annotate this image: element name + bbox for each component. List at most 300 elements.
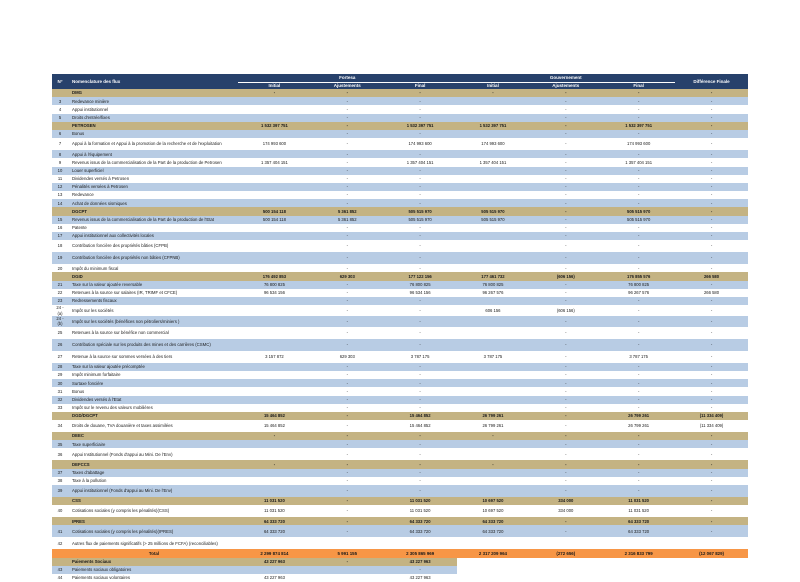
- row-value-0: [238, 537, 311, 549]
- row-value-1: -: [311, 158, 384, 166]
- table-row: [52, 150, 748, 158]
- row-value-6: -: [675, 387, 748, 395]
- row-value-6: -: [675, 371, 748, 379]
- row-value-6: -: [675, 105, 748, 113]
- row-value-2: -: [384, 105, 457, 113]
- row-value-0: 11 031 520: [238, 505, 311, 517]
- row-value-0: [238, 379, 311, 387]
- row-value-2: -: [384, 224, 457, 232]
- row-value-0: [238, 297, 311, 305]
- row-value-5: -: [602, 150, 675, 158]
- row-value-1: -: [311, 114, 384, 122]
- row-value-1: -: [311, 89, 384, 97]
- row-value-4: -: [529, 485, 602, 497]
- reconciliation-table: [52, 74, 748, 582]
- row-value-5: 505 515 970: [602, 216, 675, 224]
- row-value-6: -: [675, 404, 748, 412]
- row-label: Louer superficiel: [68, 167, 238, 175]
- row-number: 44: [52, 574, 68, 582]
- total-label: Total: [68, 549, 238, 557]
- row-label: Taxes d'abattage: [68, 469, 238, 477]
- row-value-0: 15 464 852: [238, 412, 311, 420]
- row-label: CSS: [68, 497, 238, 505]
- row-label: Droits d'entrée/fixes: [68, 114, 238, 122]
- total-value-6: (12 067 829): [675, 549, 748, 557]
- row-value-4: -: [529, 396, 602, 404]
- row-value-2: -: [384, 432, 457, 440]
- row-value-1: -: [311, 339, 384, 351]
- table-row: [52, 477, 748, 485]
- row-value-6: -: [675, 207, 748, 215]
- row-label: DEEC: [68, 432, 238, 440]
- row-value-3: 1 532 397 751: [457, 122, 530, 130]
- row-number: 32: [52, 396, 68, 404]
- row-value-3: [457, 440, 530, 448]
- row-label: Revenus issus de la commercialisation de la Part de la production de l'Etat: [68, 216, 238, 224]
- total-value-4: (272 656): [529, 549, 602, 557]
- row-value-2: -: [384, 440, 457, 448]
- row-value-1: -: [311, 517, 384, 525]
- row-value-2: 174 993 600: [384, 138, 457, 150]
- row-label: Dividendes versés à l'Etat: [68, 396, 238, 404]
- row-value-4: -: [529, 167, 602, 175]
- row-value-4: -: [529, 363, 602, 371]
- row-value-5: -: [602, 105, 675, 113]
- row-value-0: [238, 150, 311, 158]
- table-row: [52, 379, 748, 387]
- row-value-0: [238, 232, 311, 240]
- row-label: Impôt du minimum fiscal: [68, 264, 238, 272]
- row-value-0: 43 227 963: [238, 574, 311, 582]
- row-label: DGD/DGCPT: [68, 412, 238, 420]
- row-value-2: -: [384, 404, 457, 412]
- row-value-0: [238, 477, 311, 485]
- row-value-3: 26 799 261: [457, 420, 530, 432]
- row-value-4: -: [529, 517, 602, 525]
- row-value-0: [238, 305, 311, 316]
- table-row: [52, 440, 748, 448]
- row-label: Bonus: [68, 387, 238, 395]
- row-label: Paiements Sociaux: [68, 558, 238, 566]
- table-row: [52, 363, 748, 371]
- row-value-4: -: [529, 97, 602, 105]
- row-value-1: -: [311, 105, 384, 113]
- row-number: 15: [52, 216, 68, 224]
- row-value-3: 1 357 404 151: [457, 158, 530, 166]
- row-value-2: -: [384, 167, 457, 175]
- row-value-5: 11 031 520: [602, 497, 675, 505]
- row-number: 17: [52, 232, 68, 240]
- row-number: 40: [52, 505, 68, 517]
- row-value-2: -: [384, 199, 457, 207]
- row-number: 38: [52, 477, 68, 485]
- row-value-0: -: [238, 89, 311, 97]
- row-value-1: -: [311, 432, 384, 440]
- row-label: Impôt sur le revenu des valeurs mobilières: [68, 404, 238, 412]
- row-label: Autres flux de paiements significatifs (> 25 millions de FCFA) (reconciliables): [68, 537, 238, 549]
- total-value-0: 2 299 874 814: [238, 549, 311, 557]
- row-label: Contribution foncière des propriétés non bâties (CFPNB): [68, 252, 238, 264]
- table-row: [52, 327, 748, 339]
- table-row: [52, 97, 748, 105]
- row-value-5: 11 031 520: [602, 505, 675, 517]
- row-value-5: -: [602, 175, 675, 183]
- row-value-2: 1 532 397 751: [384, 122, 457, 130]
- row-value-2: -: [384, 339, 457, 351]
- row-value-3: [457, 485, 530, 497]
- row-value-4: (606 156): [529, 272, 602, 280]
- row-value-4: -: [529, 158, 602, 166]
- row-value-1: -: [311, 448, 384, 460]
- row-value-2: -: [384, 477, 457, 485]
- row-label: Appui institutionnel: [68, 105, 238, 113]
- row-value-2: -: [384, 150, 457, 158]
- row-value-4: -: [529, 150, 602, 158]
- table-row: [52, 232, 748, 240]
- row-value-6: -: [675, 525, 748, 537]
- row-value-0: 76 800 825: [238, 281, 311, 289]
- row-number: 7: [52, 138, 68, 150]
- row-label: Paiements sociaux obligatoires: [68, 566, 238, 574]
- row-value-2: [384, 537, 457, 549]
- row-value-6: -: [675, 379, 748, 387]
- row-value-1: 5 361 852: [311, 216, 384, 224]
- header-group-company: Fortesa: [238, 74, 457, 82]
- row-value-0: [238, 130, 311, 138]
- header-difference: Différence Finale: [675, 74, 748, 89]
- row-value-0: [238, 240, 311, 252]
- row-value-5: 3 787 175: [602, 351, 675, 363]
- header-government-adjustments: Ajustements: [529, 82, 602, 89]
- row-value-6: -: [675, 477, 748, 485]
- row-value-0: 1 357 404 151: [238, 158, 311, 166]
- row-value-4: -: [529, 175, 602, 183]
- table-row: [52, 420, 748, 432]
- row-value-2: 505 515 970: [384, 207, 457, 215]
- row-value-4: -: [529, 371, 602, 379]
- row-value-6: (11 334 409): [675, 412, 748, 420]
- row-value-5: -: [602, 432, 675, 440]
- row-value-5: 26 799 261: [602, 412, 675, 420]
- row-label: Droits de douane, TVA douanière et taxes assimilées: [68, 420, 238, 432]
- row-value-4: [529, 566, 602, 574]
- row-number: [52, 517, 68, 525]
- table-row: [52, 289, 748, 297]
- row-value-3: [457, 97, 530, 105]
- row-value-3: [457, 191, 530, 199]
- row-label: DEFCCS: [68, 460, 238, 468]
- row-value-4: -: [529, 412, 602, 420]
- row-value-1: -: [311, 371, 384, 379]
- row-value-6: -: [675, 469, 748, 477]
- row-label: DMG: [68, 89, 238, 97]
- row-value-4: -: [529, 387, 602, 395]
- row-value-5: -: [602, 240, 675, 252]
- row-value-4: -: [529, 191, 602, 199]
- table-body: [52, 89, 748, 582]
- row-value-6: 266 580: [675, 272, 748, 280]
- row-label: Revenus issus de la commercialisation de la Part de la production de Petrosen: [68, 158, 238, 166]
- row-value-2: -: [384, 566, 457, 574]
- document-meta: [0, 52, 800, 74]
- row-value-4: -: [529, 130, 602, 138]
- row-value-5: -: [602, 191, 675, 199]
- row-value-5: -: [602, 183, 675, 191]
- row-number: 33: [52, 404, 68, 412]
- row-value-1: -: [311, 224, 384, 232]
- row-value-1: [311, 574, 384, 582]
- row-value-6: -: [675, 448, 748, 460]
- row-value-6: [675, 566, 748, 574]
- row-value-1: -: [311, 240, 384, 252]
- row-value-5: -: [602, 316, 675, 327]
- table-category-row: [52, 89, 748, 97]
- row-number: [52, 558, 68, 566]
- row-value-4: -: [529, 199, 602, 207]
- row-value-5: -: [602, 327, 675, 339]
- row-value-0: 174 993 600: [238, 138, 311, 150]
- row-value-6: [675, 537, 748, 549]
- row-label: Retenues à la source sur bénéfice non commercial: [68, 327, 238, 339]
- row-value-4: 334 000: [529, 505, 602, 517]
- row-label: Dividendes versés à Petrosen: [68, 175, 238, 183]
- row-value-1: -: [311, 130, 384, 138]
- row-value-4: -: [529, 240, 602, 252]
- row-value-1: -: [311, 305, 384, 316]
- row-number: 16: [52, 224, 68, 232]
- row-value-1: -: [311, 175, 384, 183]
- row-value-5: -: [602, 363, 675, 371]
- row-value-4: -: [529, 432, 602, 440]
- row-value-4: [529, 537, 602, 549]
- row-value-0: [238, 448, 311, 460]
- row-value-3: -: [457, 89, 530, 97]
- row-label: Redressements fiscaux: [68, 297, 238, 305]
- row-value-1: 5 361 852: [311, 207, 384, 215]
- row-value-3: 96 267 576: [457, 289, 530, 297]
- row-value-5: [602, 558, 675, 566]
- row-value-5: 1 357 404 151: [602, 158, 675, 166]
- row-number: 28: [52, 363, 68, 371]
- row-number: 24 - (b): [52, 316, 68, 327]
- row-number: 8: [52, 150, 68, 158]
- row-number: 36: [52, 448, 68, 460]
- row-value-2: -: [384, 232, 457, 240]
- row-value-0: [238, 339, 311, 351]
- row-value-5: 1 532 397 751: [602, 122, 675, 130]
- row-value-3: 26 799 261: [457, 412, 530, 420]
- table-category-row: [52, 558, 748, 566]
- row-number: 3: [52, 97, 68, 105]
- row-value-3: [457, 114, 530, 122]
- row-value-3: 3 787 175: [457, 351, 530, 363]
- row-value-2: 64 333 720: [384, 517, 457, 525]
- row-value-6: -: [675, 97, 748, 105]
- row-value-4: -: [529, 339, 602, 351]
- row-value-5: -: [602, 167, 675, 175]
- row-value-4: 334 000: [529, 497, 602, 505]
- row-value-6: -: [675, 150, 748, 158]
- row-value-1: -: [311, 281, 384, 289]
- row-value-4: -: [529, 216, 602, 224]
- table-category-row: [52, 272, 748, 280]
- row-value-1: -: [311, 232, 384, 240]
- row-value-4: -: [529, 281, 602, 289]
- row-value-3: [457, 199, 530, 207]
- row-value-4: -: [529, 183, 602, 191]
- row-value-3: [457, 477, 530, 485]
- row-value-4: -: [529, 122, 602, 130]
- table-row: [52, 537, 748, 549]
- row-number: 27: [52, 351, 68, 363]
- table-row: [52, 130, 748, 138]
- row-value-1: [311, 537, 384, 549]
- row-value-6: -: [675, 305, 748, 316]
- row-value-6: -: [675, 351, 748, 363]
- row-value-0: 43 227 963: [238, 558, 311, 566]
- row-number: 20: [52, 264, 68, 272]
- table-row: [52, 448, 748, 460]
- table-row: [52, 396, 748, 404]
- row-number: 43: [52, 566, 68, 574]
- row-value-6: -: [675, 396, 748, 404]
- row-value-5: 26 799 261: [602, 420, 675, 432]
- row-value-0: [238, 387, 311, 395]
- row-value-0: [238, 191, 311, 199]
- row-value-3: [457, 297, 530, 305]
- table-row: [52, 404, 748, 412]
- row-value-1: -: [311, 327, 384, 339]
- row-number: 13: [52, 191, 68, 199]
- table-row: [52, 505, 748, 517]
- row-number: 10: [52, 167, 68, 175]
- row-value-5: -: [602, 252, 675, 264]
- row-value-2: -: [384, 183, 457, 191]
- row-value-6: -: [675, 122, 748, 130]
- row-value-3: [457, 130, 530, 138]
- row-number: 18: [52, 240, 68, 252]
- row-number: 30: [52, 379, 68, 387]
- row-value-5: -: [602, 305, 675, 316]
- row-value-3: [457, 175, 530, 183]
- table-row: [52, 387, 748, 395]
- row-value-3: [457, 558, 530, 566]
- row-number: 14: [52, 199, 68, 207]
- row-number: 29: [52, 371, 68, 379]
- row-value-2: 15 464 852: [384, 420, 457, 432]
- row-value-0: [238, 371, 311, 379]
- row-number: 9: [52, 158, 68, 166]
- row-value-6: -: [675, 252, 748, 264]
- row-value-5: -: [602, 114, 675, 122]
- row-value-6: (11 334 409): [675, 420, 748, 432]
- row-value-3: -: [457, 432, 530, 440]
- row-value-1: -: [311, 460, 384, 468]
- row-value-5: -: [602, 339, 675, 351]
- header-company-adjustments: Ajustements: [311, 82, 384, 89]
- row-value-2: -: [384, 316, 457, 327]
- row-value-4: -: [529, 525, 602, 537]
- row-label: Appui institutionnel (Fonds d'appui au Mini. De l'Env): [68, 485, 238, 497]
- row-value-2: -: [384, 379, 457, 387]
- row-value-1: -: [311, 138, 384, 150]
- row-label: Taxe à la pollution: [68, 477, 238, 485]
- row-value-3: 76 800 825: [457, 281, 530, 289]
- row-value-2: -: [384, 371, 457, 379]
- row-number: [52, 412, 68, 420]
- row-number: 39: [52, 485, 68, 497]
- row-value-2: -: [384, 469, 457, 477]
- row-value-4: -: [529, 224, 602, 232]
- row-number: [52, 122, 68, 130]
- row-value-0: -: [238, 432, 311, 440]
- row-value-1: -: [311, 469, 384, 477]
- row-label: Impôt sur les sociétés (bénéfices non pétroliers/miniers ): [68, 316, 238, 327]
- row-value-4: [529, 558, 602, 566]
- row-value-0: 500 154 118: [238, 216, 311, 224]
- row-value-2: -: [384, 114, 457, 122]
- table-row: [52, 138, 748, 150]
- row-value-5: 64 333 720: [602, 525, 675, 537]
- row-label: Appui Institutionnel (Fonds d'appui au Mini. De l'Env): [68, 448, 238, 460]
- row-value-2: -: [384, 191, 457, 199]
- row-value-2: 43 227 963: [384, 558, 457, 566]
- row-value-5: -: [602, 396, 675, 404]
- row-number: 31: [52, 387, 68, 395]
- row-value-2: 76 800 825: [384, 281, 457, 289]
- row-value-1: -: [311, 97, 384, 105]
- row-value-6: -: [675, 327, 748, 339]
- row-label: Achat de données sismiques: [68, 199, 238, 207]
- row-label: Taxe sur la valeur ajoutée précomptée: [68, 363, 238, 371]
- row-value-6: -: [675, 297, 748, 305]
- row-value-4: -: [529, 460, 602, 468]
- table-row: [52, 351, 748, 363]
- row-label: Contribution spéciale sur les produits des mines et des carrières (CSMC): [68, 339, 238, 351]
- row-value-5: -: [602, 460, 675, 468]
- row-value-6: -: [675, 240, 748, 252]
- row-value-3: [457, 252, 530, 264]
- row-number: [52, 497, 68, 505]
- table-row: [52, 525, 748, 537]
- row-value-1: -: [311, 404, 384, 412]
- row-value-5: -: [602, 264, 675, 272]
- row-value-3: 64 333 720: [457, 525, 530, 537]
- table-category-row: [52, 497, 748, 505]
- table-row: [52, 566, 748, 574]
- row-value-4: -: [529, 448, 602, 460]
- table-row: [52, 297, 748, 305]
- row-value-4: -: [529, 297, 602, 305]
- row-value-6: -: [675, 114, 748, 122]
- row-value-0: 11 031 520: [238, 497, 311, 505]
- row-number: 34: [52, 420, 68, 432]
- row-value-0: [238, 316, 311, 327]
- row-value-3: [457, 339, 530, 351]
- row-value-1: -: [311, 316, 384, 327]
- row-value-6: -: [675, 339, 748, 351]
- row-value-3: [457, 167, 530, 175]
- row-value-0: [238, 404, 311, 412]
- row-value-5: 174 993 600: [602, 138, 675, 150]
- table-category-row: [52, 122, 748, 130]
- row-value-2: -: [384, 327, 457, 339]
- row-value-5: -: [602, 477, 675, 485]
- row-value-1: -: [311, 420, 384, 432]
- row-value-3: 177 461 732: [457, 272, 530, 280]
- total-value-5: 2 316 833 799: [602, 549, 675, 557]
- row-number: 22: [52, 289, 68, 297]
